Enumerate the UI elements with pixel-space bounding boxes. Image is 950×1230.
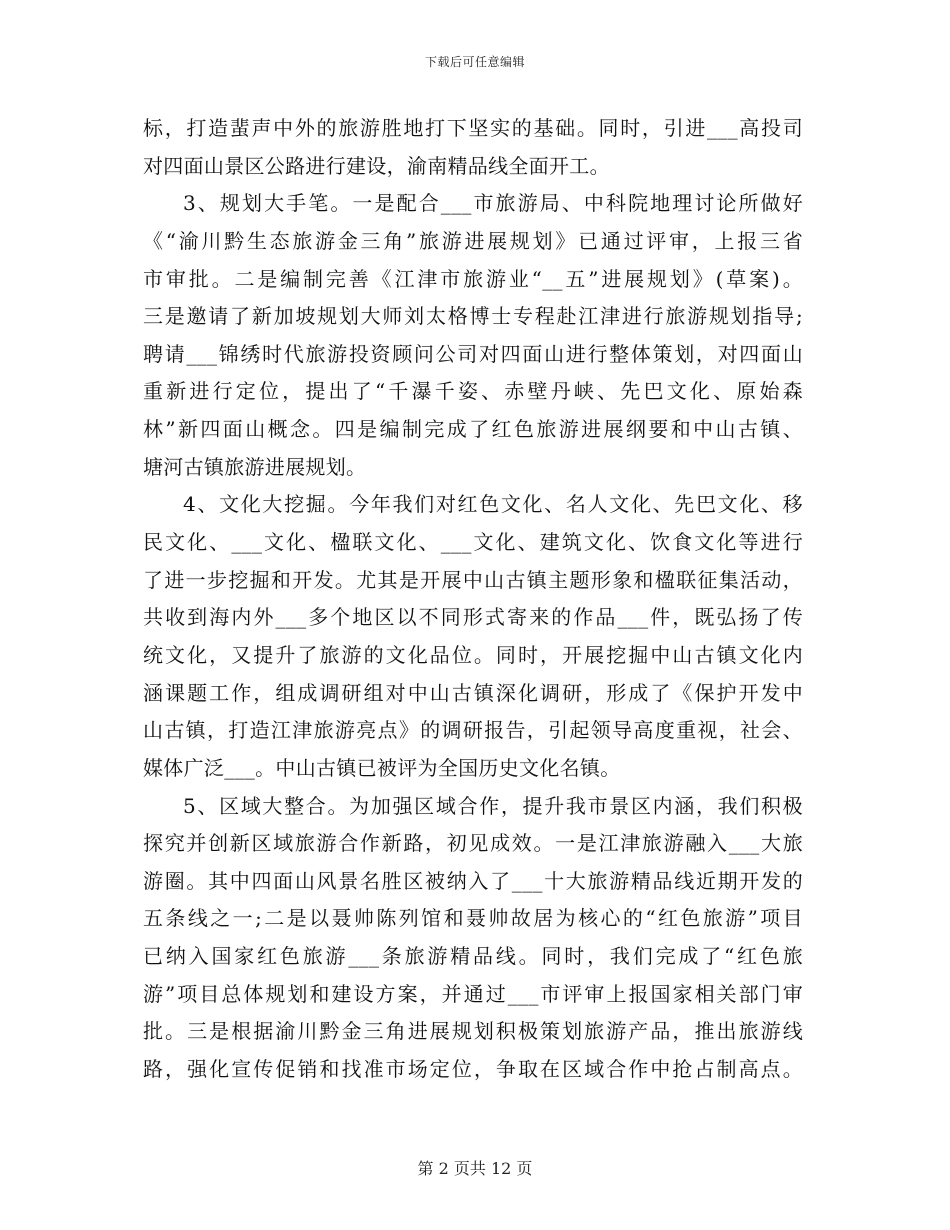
paragraph-line: 涵课题工作，组成调研组对中山古镇深化调研，形成了《保护开发中 — [143, 680, 803, 705]
paragraph-line: 林”新四面山概念。四是编制完成了红色旅游进展纲要和中山古镇、 — [143, 417, 803, 442]
page-header: 下载后可任意编辑 — [424, 55, 525, 69]
paragraph-line: 三是邀请了新加坡规划大师刘太格博士专程赴江津进行旅游规划指导; — [143, 304, 803, 329]
paragraph-line: 标，打造蜚声中外的旅游胜地打下坚实的基础。同时，引进___高投司 — [143, 116, 803, 140]
paragraph-line: 路，强化宣传促销和找准市场定位，争取在区域合作中抢占制高点。 — [143, 1057, 803, 1082]
paragraph-line: 媒体广泛___。中山古镇已被评为全国历史文化名镇。 — [143, 755, 621, 780]
paragraph-line: 五条线之一;二是以聂帅陈列馆和聂帅故居为核心的“红色旅游”项目 — [143, 906, 803, 931]
paragraph-line: 游”项目总体规划和建设方案，并通过___市评审上报国家相关部门审 — [143, 981, 803, 1006]
paragraph-line: 统文化，又提升了旅游的文化品位。同时，开展挖掘中山古镇文化内 — [143, 642, 803, 667]
paragraph-line: 塘河古镇旅游进展规划。 — [143, 454, 367, 479]
paragraph-line: 重新进行定位，提出了“千瀑千姿、赤壁丹峡、先巴文化、原始森 — [143, 379, 803, 404]
paragraph-line: 4、文化大挖掘。今年我们对红色文化、名人文化、先巴文化、移 — [183, 492, 803, 517]
paragraph-line: 探究并创新区域旅游合作新路，初见成效。一是江津旅游融入___大旅 — [143, 831, 803, 856]
paragraph-line: 了进一步挖掘和开发。尤其是开展中山古镇主题形象和楹联征集活动， — [143, 567, 803, 592]
paragraph-line: 民文化、___文化、楹联文化、___文化、建筑文化、饮食文化等进行 — [143, 530, 803, 555]
paragraph-line: 共收到海内外___多个地区以不同形式寄来的作品___件，既弘扬了传 — [143, 605, 803, 630]
paragraph-line: 市审批。二是编制完善《江津市旅游业“__五”进展规划》(草案)。 — [143, 266, 803, 291]
paragraph-line: 山古镇，打造江津旅游亮点》的调研报告，引起领导高度重视，社会、 — [143, 718, 803, 743]
paragraph-line: 批。三是根据渝川黔金三角进展规划积极策划旅游产品，推出旅游线 — [143, 1019, 803, 1044]
paragraph-line: 已纳入国家红色旅游___条旅游精品线。同时，我们完成了“红色旅 — [143, 944, 803, 969]
paragraph-line: 对四面山景区公路进行建设，渝南精品线全面开工。 — [143, 153, 610, 178]
paragraph-line: 5、区域大整合。为加强区域合作，提升我市景区内涵，我们积极 — [183, 793, 803, 818]
paragraph-line: 游圈。其中四面山风景名胜区被纳入了___十大旅游精品线近期开发的 — [143, 868, 803, 893]
paragraph-line: 3、规划大手笔。一是配合___市旅游局、中科院地理讨论所做好 — [183, 191, 803, 216]
page-footer: 第 2 页共 12 页 — [417, 1159, 533, 1178]
document-body — [143, 110, 803, 1089]
paragraph-line: 《“渝川黔生态旅游金三角”旅游进展规划》已通过评审，上报三省 — [143, 228, 803, 253]
paragraph-line: 聘请___锦绣时代旅游投资顾问公司对四面山进行整体策划，对四面山 — [143, 341, 803, 366]
